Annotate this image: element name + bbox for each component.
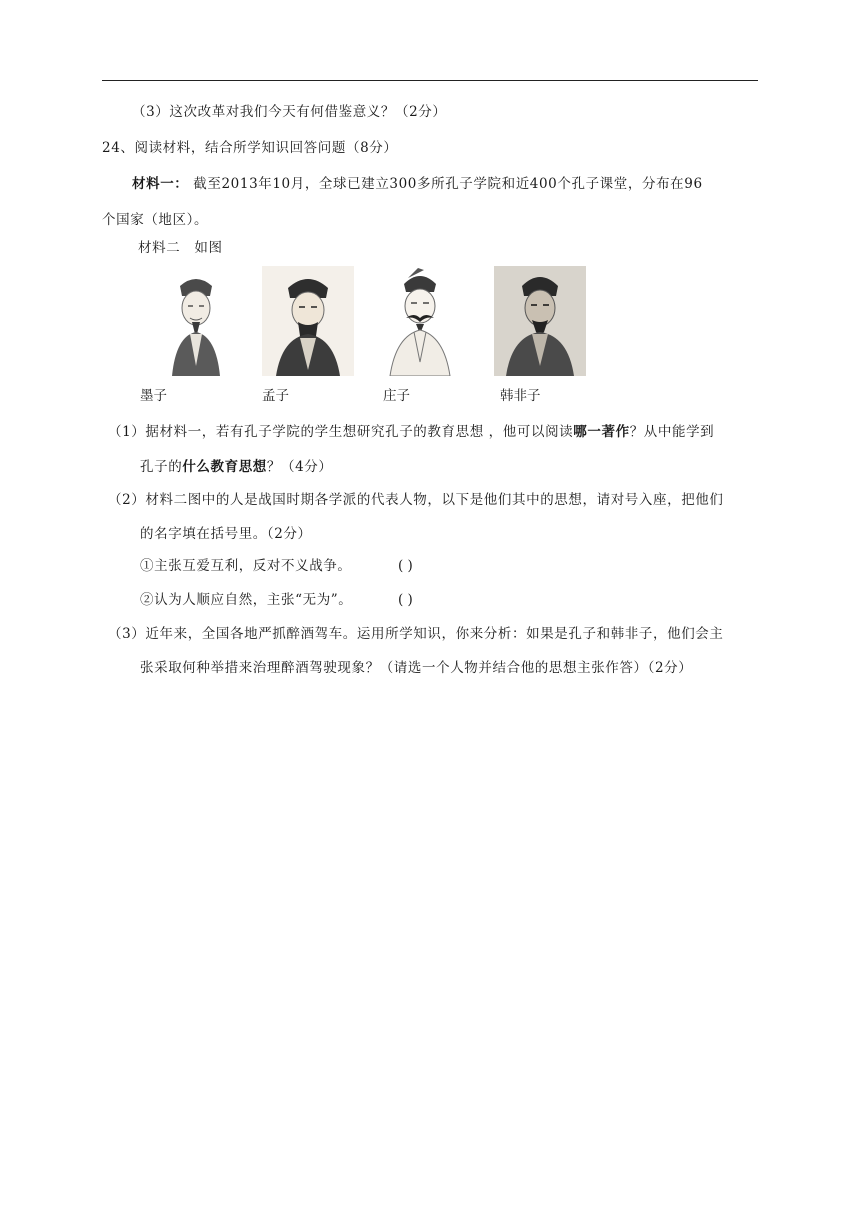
material1-line1 xyxy=(132,174,703,194)
q2-line2: 的名字填在括号里。（2分） xyxy=(140,526,312,542)
q2-item1-blank: ( ) xyxy=(398,558,413,574)
material1-text1: 截至2013年10月，全球已建立300多所孔子学院和近400个孔子课堂，分布在96 xyxy=(188,176,703,192)
portrait-name-hanfeizi: 韩非子 xyxy=(500,388,541,404)
mozi-portrait-icon xyxy=(150,266,242,376)
q1-line2 xyxy=(140,457,333,477)
q1-text-a: （1）据材料一，若有孔子学院的学生想研究孔子的教育思想 ，他可以阅读 xyxy=(108,424,574,440)
q1-text-d: ？（4分） xyxy=(266,459,333,475)
q1-line1 xyxy=(108,422,714,442)
portrait-name-mozi: 墨子 xyxy=(140,388,167,404)
q1-text-b: ？从中能学到 xyxy=(629,424,715,440)
q2-item2: ②认为人顺应自然，主张“无为”。 xyxy=(140,592,353,608)
hanfeizi-portrait-icon xyxy=(494,266,586,376)
q3-line2: 张采取何种举措来治理醉酒驾驶现象？（请选一个人物并结合他的思想主张作答）（2分） xyxy=(140,660,693,676)
q24-title: 24、阅读材料，结合所学知识回答问题（8分） xyxy=(102,140,398,156)
q3-line1: （3）近年来，全国各地严抓醉酒驾车。运用所学知识，你来分析：如果是孔子和韩非子，他们会主 xyxy=(108,626,724,642)
q1-bold-b: 什么教育思想 xyxy=(182,459,267,475)
portrait-name-zhuangzi: 庄子 xyxy=(383,388,410,404)
q1-bold-a: 哪一著作 xyxy=(573,424,630,440)
mencius-portrait-icon xyxy=(262,266,354,376)
material1-label: 材料一： xyxy=(132,176,189,192)
material2-label: 材料二 如图 xyxy=(138,240,223,256)
q23-part3: （3）这次改革对我们今天有何借鉴意义？（2分） xyxy=(132,104,447,120)
header-rule xyxy=(102,80,758,81)
material1-line2: 个国家（地区）。 xyxy=(102,212,209,228)
q2-item1: ①主张互爱互利，反对不义战争。 xyxy=(140,558,352,574)
q2-line1: （2）材料二图中的人是战国时期各学派的代表人物，以下是他们其中的思想，请对号入座，把他们 xyxy=(108,492,724,508)
q2-item2-blank: ( ) xyxy=(398,592,413,608)
zhuangzi-portrait-icon xyxy=(374,266,466,376)
portrait-name-mencius: 孟子 xyxy=(262,388,289,404)
q1-text-c: 孔子的 xyxy=(140,459,183,475)
